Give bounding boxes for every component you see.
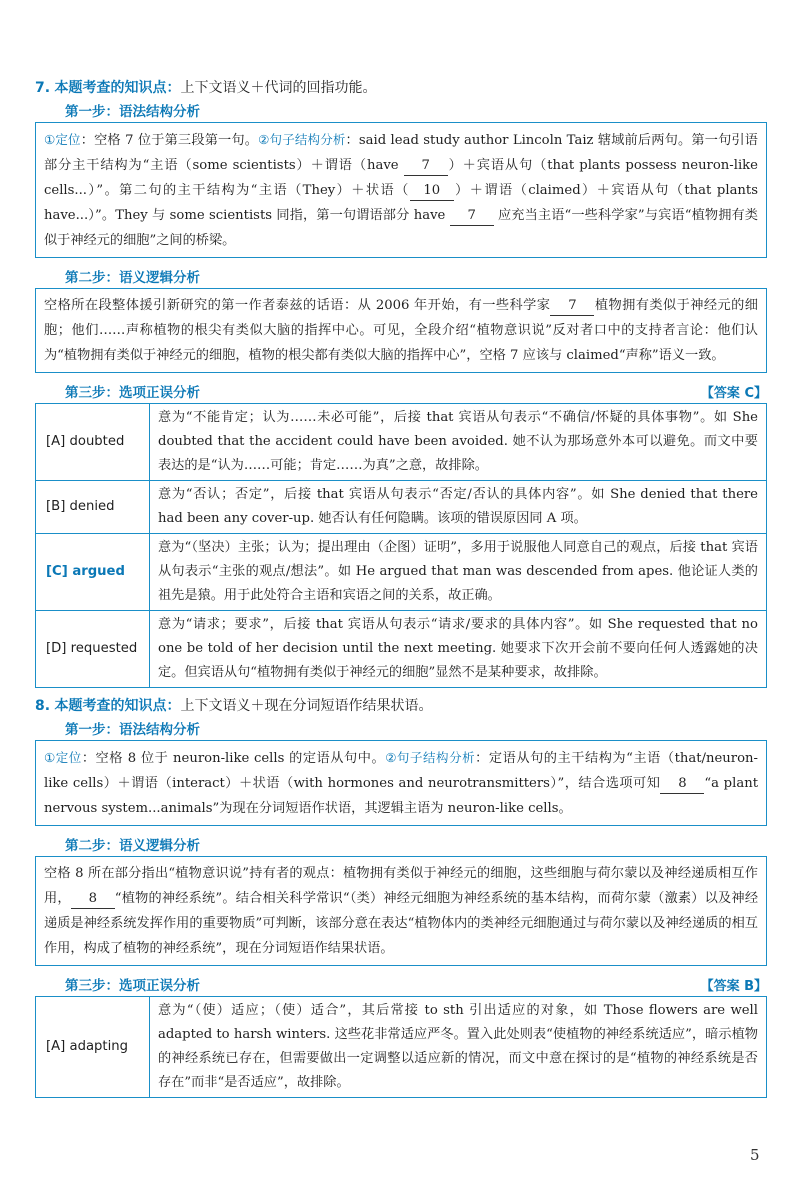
q7-topic: 上下文语义＋代词的回指功能。: [180, 80, 377, 96]
q8-step1-header: [35, 716, 767, 740]
q8-step3-header: [35, 972, 767, 996]
option-row: [36, 997, 767, 1098]
q8-number: 8.: [35, 698, 51, 714]
option-explanation: 意为“（坚决）主张；认为；提出理由（企图）证明”，多用于说服他人同意自己的观点，后接 that 宾语从句表示“主张的观点/想法”。如 He argued that man was descended from apes. 他论证人类的祖先是猿。用于此处符合主语和宾语之间的关系，故正确。: [150, 534, 767, 611]
q7-label: 本题考查的知识点: [54, 80, 167, 96]
q8-label: 本题考查的知识点: [54, 698, 167, 714]
q8-answer: 【答案 B】: [700, 978, 767, 994]
option-label: [A] doubted: [36, 404, 150, 481]
blank-7: 7: [450, 207, 494, 226]
q7-step1-title: 第一步：语法结构分析: [65, 104, 200, 120]
q7-number: 7.: [35, 80, 51, 96]
blank-7: 7: [550, 297, 594, 316]
q8-locate-keyword: ①定位: [44, 750, 82, 765]
option-explanation: 意为“不能肯定；认为……未必可能”，后接 that 宾语从句表示“不确信/怀疑的具体事物”。如 She doubted that the accident could have been avoided. 她不认为那场意外本可以避免。而文中要表达的是“认为……可能；肯定……为真”之意，故排除。: [150, 404, 767, 481]
q7-step2-title: 第二步：语义逻辑分析: [65, 270, 200, 286]
q8-step3-title: 第三步：选项正误分析: [65, 978, 200, 994]
q8-options-table: [35, 996, 767, 1098]
q7-locate-keyword: ①定位: [44, 132, 81, 147]
q7-step3-header: [35, 379, 767, 403]
q8-topic: 上下文语义＋现在分词短语作结果状语。: [180, 698, 433, 714]
blank-8: 8: [660, 775, 704, 794]
q8-step2-title: 第二步：语义逻辑分析: [65, 838, 200, 854]
q7-answer: 【答案 C】: [700, 385, 767, 401]
option-explanation: 意为“（使）适应；（使）适合”，其后常接 to sth 引出适应的对象，如 Those flowers are well adapted to harsh winters. 这些花非常适应严冬。置入此处则表“使植物的神经系统适应”，暗示植物的神经系统已存在，但需要做出一定调整以适应新的情况，而文中意在探讨的是“植物的神经系统是否存在”而非“是否适应”，故排除。: [150, 997, 767, 1098]
q7-step1-box: ①定位：空格 7 位于第三段第一句。②句子结构分析：said lead study author Lincoln Taiz 辖域前后两句。第一句引语部分主干结构为“主语（some scientists）＋谓语（have 7 ）＋宾语从句（that plants possess neuron-like cells...）”。第二句的主干结构为“主语（They）＋状语（ 10 ）＋谓语（claimed）＋宾语从句（that plants have...）”。They 与 some scientists 同指，第一句谓语部分 have 7 应充当主语“一些科学家”与宾语“植物拥有类似于神经元的细胞”之间的桥梁。: [35, 122, 767, 258]
q7-options-table: [35, 403, 767, 688]
blank-7: 7: [404, 157, 448, 176]
option-label: [A] adapting: [36, 997, 150, 1098]
option-row-correct: [36, 534, 767, 611]
blank-8: 8: [71, 890, 115, 909]
q7-step1-header: [35, 98, 767, 122]
option-row: [36, 404, 767, 481]
option-explanation: 意为“否认；否定”，后接 that 宾语从句表示“否定/否认的具体内容”。如 She denied that there had been any cover-up. 她否认有任何隐瞒。该项的错误原因同 A 项。: [150, 481, 767, 534]
q8-step1-title: 第一步：语法结构分析: [65, 722, 200, 738]
option-label: [D] requested: [36, 611, 150, 688]
q8-heading: 8. 本题考查的知识点：上下文语义＋现在分词短语作结果状语。: [35, 698, 433, 714]
blank-10: 10: [410, 182, 454, 201]
q7-structure-keyword: ②句子结构分析: [258, 132, 346, 147]
q7-step2-header: [35, 264, 767, 288]
q7-heading: 7. 本题考查的知识点：上下文语义＋代词的回指功能。: [35, 80, 377, 96]
option-label: [B] denied: [36, 481, 150, 534]
q7-step2-box: 空格所在段整体援引新研究的第一作者泰兹的话语：从 2006 年开始，有一些科学家 7 植物拥有类似于神经元的细胞；他们……声称植物的根尖有类似大脑的指挥中心。可见，全段介绍“植物意识说”反对者口中的支持者言论：他们认为“植物拥有类似于神经元的细胞，植物的根尖都有类似大脑的指挥中心”，空格 7 应该与 claimed“声称”语义一致。: [35, 288, 767, 373]
option-explanation: 意为“请求；要求”，后接 that 宾语从句表示“请求/要求的具体内容”。如 She requested that no one be told of her decision until the next meeting. 她要求下次开会前不要向任何人透露她的决定。但宾语从句“植物拥有类似于神经元的细胞”显然不是某种要求，故排除。: [150, 611, 767, 688]
q8-step2-box: 空格 8 所在部分指出“植物意识说”持有者的观点：植物拥有类似于神经元的细胞，这些细胞与荷尔蒙以及神经递质相互作用， 8 “植物的神经系统”。结合相关科学常识“（类）神经元细胞为神经系统的基本结构，而荷尔蒙（激素）以及神经递质是神经系统发挥作用的重要物质”可判断，该部分意在表达“植物体内的类神经元细胞通过与荷尔蒙以及神经递质的相互作用，构成了植物的神经系统”，现在分词短语作结果状语。: [35, 856, 767, 966]
q7-step3-title: 第三步：选项正误分析: [65, 385, 200, 401]
option-label-correct: [C] argued: [36, 534, 150, 611]
option-row: [36, 611, 767, 688]
q8-step2-header: [35, 832, 767, 856]
q8-step1-box: ①定位：空格 8 位于 neuron-like cells 的定语从句中。②句子结构分析：定语从句的主干结构为“主语（that/neuron-like cells）＋谓语（interact）＋状语（with hormones and neurotransmitters）”，结合选项可知 8 “a plant nervous system...animals”为现在分词短语作状语，其逻辑主语为 neuron-like cells。: [35, 740, 767, 826]
option-row: [36, 481, 767, 534]
q8-structure-keyword: ②句子结构分析: [385, 750, 476, 765]
page-content: [35, 0, 767, 1098]
page-number: 5: [750, 1146, 760, 1164]
